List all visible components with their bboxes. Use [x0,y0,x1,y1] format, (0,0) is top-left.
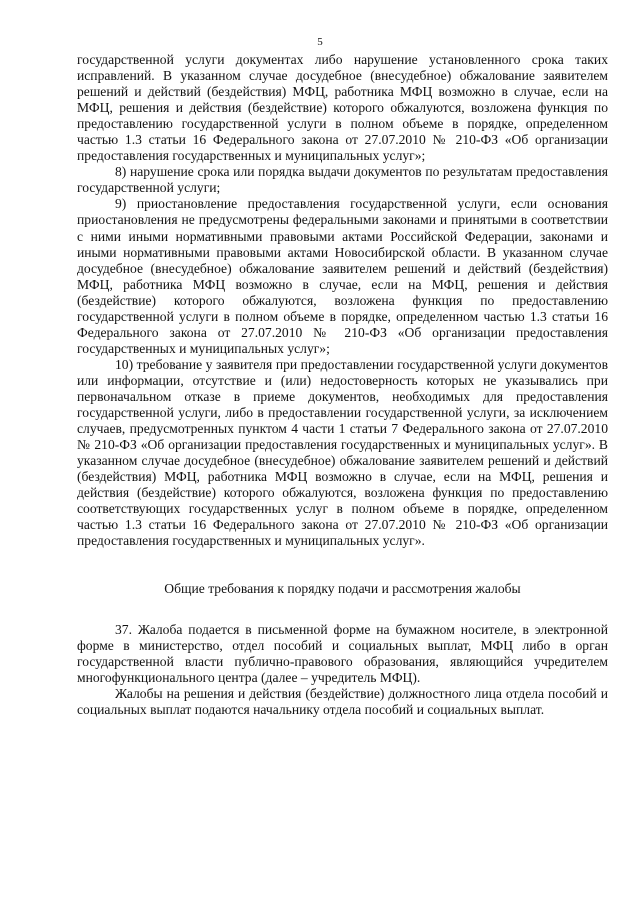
document-body [77,52,608,718]
paragraph-item-10: 10) требование у заявителя при предоставлении государственной услуги документов или информации, отсутствие и (или) недостоверность которых не указывались при первоначальном отказе в приеме документов, необходимых для предоставления государственной услуги, либо в предоставлении государственной услуги, за исключением случаев, предусмотренных пунктом 4 части 1 статьи 7 Федерального закона от 27.07.2010 № 210-ФЗ «Об организации предоставления государственных и муниципальных услуг». В указанном случае досудебное (внесудебное) обжалование заявителем решений и действий (бездействия) МФЦ, работника МФЦ возможно в случае, если на МФЦ, решения и действия (бездействие) которого обжалуются, возложена функция по предоставлению соответствующих государственных услуг в полном объеме в порядке, определенном частью 1.3 статьи 16 Федерального закона от 27.07.2010 № 210-ФЗ «Об организации предоставления государственных и муниципальных услуг». [77,356,608,549]
section-heading: Общие требования к порядку подачи и рассмотрения жалобы [164,581,521,597]
paragraph-continuation: государственной услуги документах либо нарушение установленного срока таких исправлений. В указанном случае досудебное (внесудебное) обжалование заявителем решений и действий (бездействия) МФЦ, работника МФЦ возможно в случае, если на МФЦ, решения и действия (бездействие) которого обжалуются, возложена функция по предоставлению государственной услуги в полном объеме в порядке, определенном частью 1.3 статьи 16 Федерального закона от 27.07.2010 № 210-ФЗ «Об организации предоставления государственных и муниципальных услуг»; [77,52,608,164]
paragraph-item-9: 9) приостановление предоставления государственной услуги, если основания приостановления не предусмотрены федеральными законами и принятыми в соответствии с ними иными нормативными правовыми актами Российской Федерации, законами и иными нормативными правовыми актами Новосибирской области. В указанном случае досудебное (внесудебное) обжалование заявителем решений и действий (бездействия) МФЦ, работника МФЦ возможно в случае, если на МФЦ, решения и действия (бездействие) которого обжалуются, возложена функция по предоставлению государственной услуги в полном объеме в порядке, определенном частью 1.3 статьи 16 Федерального закона от 27.07.2010 № 210-ФЗ «Об организации предоставления государственных и муниципальных услуг»; [77,196,608,356]
paragraph-item-37: 37. Жалоба подается в письменной форме на бумажном носителе, в электронной форме в министерство, отдел пособий и социальных выплат, МФЦ либо в орган государственной власти публично-правового образования, являющийся учредителем многофункционального центра (далее – учредитель МФЦ). [77,621,608,685]
paragraph-complaints: Жалобы на решения и действия (бездействие) должностного лица отдела пособий и социальных выплат подаются начальнику отдела пособий и социальных выплат. [77,685,608,717]
page-number: 5 [317,36,323,48]
paragraph-item-8: 8) нарушение срока или порядка выдачи документов по результатам предоставления государственной услуги; [77,164,608,196]
